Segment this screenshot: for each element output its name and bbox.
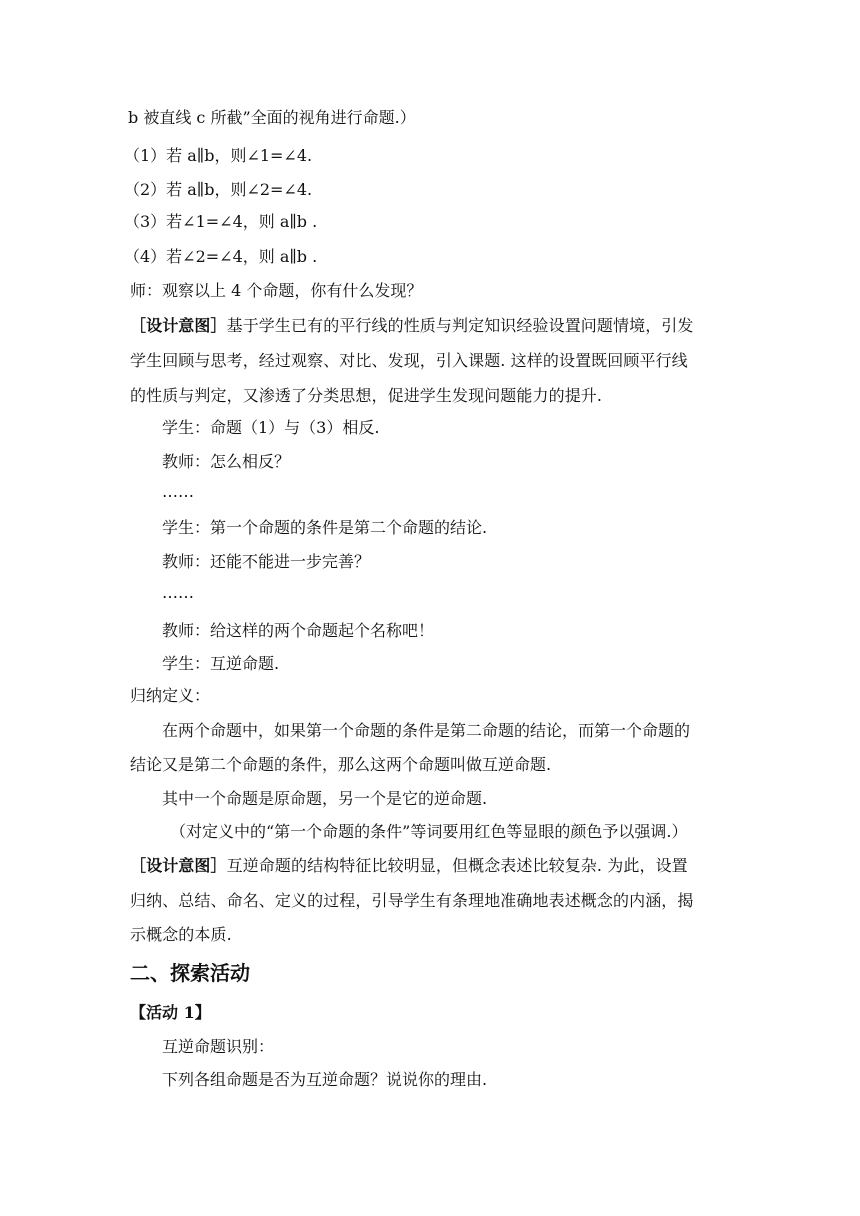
- design-intent-1-line-1: ［设计意图］基于学生已有的平行线的性质与判定知识经验设置问题情境，引发: [130, 316, 694, 335]
- definition-line-2: 结论又是第二个命题的条件，那么这两个命题叫做互逆命题.: [130, 755, 552, 774]
- teacher-question: 师：观察以上 4 个命题，你有什么发现？: [130, 281, 423, 300]
- design-intent-2-line-3: 示概念的本质.: [130, 925, 232, 944]
- definition-line-1: 在两个命题中，如果第一个命题的条件是第二命题的结论，而第一个命题的: [162, 721, 691, 740]
- design-intent-2-line-2: 归纳、总结、命名、定义的过程，引导学生有条理地准确地表述概念的内涵，揭: [130, 891, 694, 910]
- activity-line-1: 互逆命题识别：: [162, 1037, 275, 1056]
- design-intent-2-line-1: ［设计意图］互逆命题的结构特征比较明显，但概念表述比较复杂. 为此，设置: [130, 856, 688, 875]
- dialogue-line: 教师：给这样的两个命题起个名称吧！: [162, 621, 435, 640]
- dialogue-line: 教师：怎么相反？: [162, 452, 291, 471]
- dialogue-line: 学生：命题（1）与（3）相反.: [162, 418, 380, 437]
- proposition-2: （2）若 a∥b，则∠2=∠4.: [124, 180, 313, 199]
- activity-label: 【活动 1】: [130, 1003, 211, 1022]
- proposition-4: （4）若∠2=∠4，则 a∥b .: [124, 247, 318, 266]
- design-intent-1-line-2: 学生回顾与思考，经过观察、对比、发现，引入课题. 这样的设置既回顾平行线: [130, 351, 688, 370]
- definition-note: （对定义中的“第一个命题的条件”等词要用红色等显眼的颜色予以强调.）: [170, 822, 688, 841]
- text-line: b 被直线 c 所截”全面的视角进行命题.）: [128, 108, 416, 127]
- dialogue-line: 学生：第一个命题的条件是第二个命题的结论.: [162, 518, 488, 537]
- dialogue-ellipsis: ……: [162, 583, 194, 602]
- dialogue-line: 学生：互逆命题.: [162, 654, 280, 673]
- dialogue-line: 教师：还能不能进一步完善？: [162, 552, 371, 571]
- design-intent-1-line-3: 的性质与判定，又渗透了分类思想，促进学生发现问题能力的提升.: [130, 386, 603, 405]
- definition-line-3: 其中一个命题是原命题，另一个是它的逆命题.: [162, 789, 488, 808]
- definition-label: 归纳定义：: [130, 686, 211, 705]
- dialogue-ellipsis: ……: [162, 482, 194, 501]
- proposition-3: （3）若∠1=∠4，则 a∥b .: [124, 212, 318, 231]
- design-intent-tag: ［设计意图］: [130, 856, 227, 875]
- design-intent-tag: ［设计意图］: [130, 316, 227, 335]
- activity-line-2: 下列各组命题是否为互逆命题？说说你的理由.: [162, 1070, 488, 1089]
- proposition-1: （1）若 a∥b，则∠1=∠4.: [124, 146, 313, 165]
- section-heading: 二、探索活动: [130, 961, 250, 985]
